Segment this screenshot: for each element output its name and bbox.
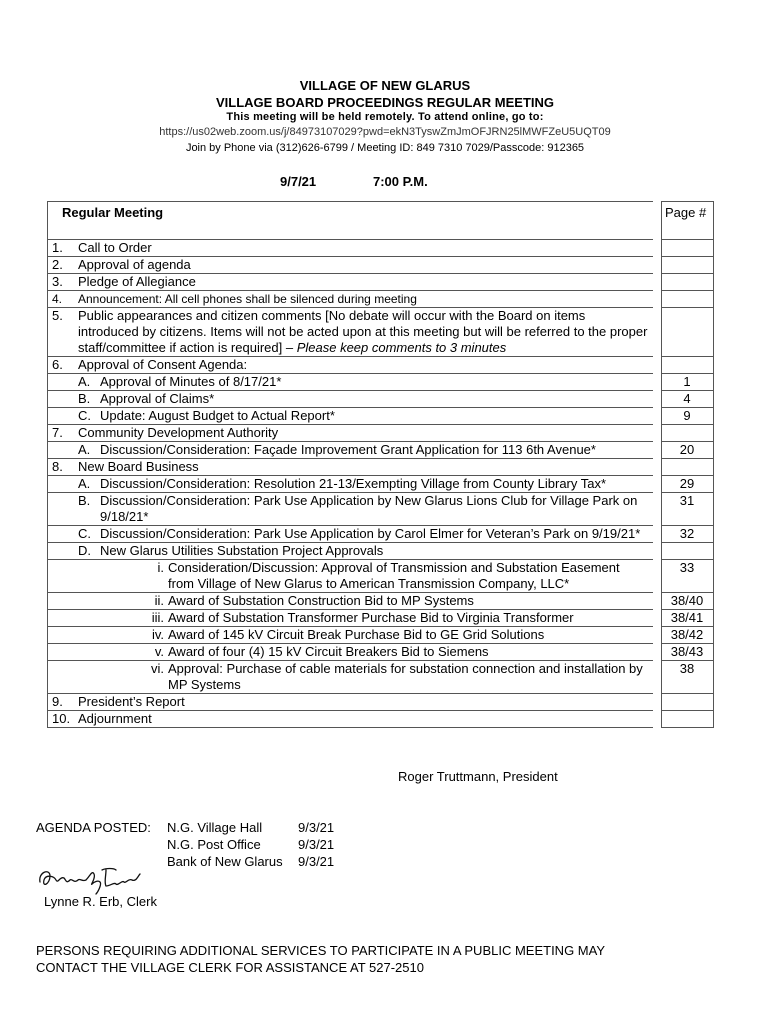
item-text: Community Development Authority	[78, 425, 279, 440]
item-number: 9.	[52, 694, 63, 709]
clerk-signature	[36, 862, 146, 896]
agenda-row	[48, 425, 714, 442]
item-page	[657, 308, 714, 357]
agenda-row	[48, 593, 714, 610]
agenda-row	[48, 711, 714, 728]
item-text: Consideration/Discussion: Approval of Transmission and Substation Easement from Village of New Glarus to American Transmission Company, LLC*	[168, 560, 620, 591]
item-page: 33	[657, 560, 714, 593]
agenda-row	[48, 291, 714, 308]
agenda-row	[48, 257, 714, 274]
item-text: President’s Report	[78, 694, 185, 709]
agenda-row	[48, 391, 714, 408]
agenda-row	[48, 308, 714, 357]
item-page	[657, 257, 714, 274]
accessibility-notice	[36, 942, 605, 976]
item-text: Approval of Claims*	[100, 391, 215, 406]
item-text: Discussion/Consideration: Resolution 21-13/Exempting Village from County Library Tax*	[100, 476, 607, 491]
page-heading: Page #	[657, 202, 714, 240]
agenda-header-row	[48, 202, 714, 240]
phone-info: Join by Phone via (312)626-6799 / Meeting ID: 849 7310 7029/Passcode: 912365	[185, 142, 585, 154]
item-letter: B.	[78, 493, 91, 508]
item-page: 38/40	[657, 593, 714, 610]
remote-note: This meeting will be held remotely. To attend online, go to:	[226, 111, 544, 123]
posted-place: N.G. Post Office	[167, 837, 261, 852]
item-page	[657, 357, 714, 374]
item-roman: i.	[157, 560, 164, 575]
item-text: Call to Order	[78, 240, 152, 255]
item-roman: ii.	[154, 593, 164, 608]
agenda-row	[48, 240, 714, 257]
agenda-row	[48, 560, 714, 593]
meeting-time: 7:00 P.M.	[373, 174, 428, 189]
item-text: Discussion/Consideration: Park Use Application by New Glarus Lions Club for Village Park on 9/18/21*	[100, 493, 638, 524]
item-number: 7.	[52, 425, 63, 440]
notice-line-1: PERSONS REQUIRING ADDITIONAL SERVICES TO PARTICIPATE IN A PUBLIC MEETING MAY	[36, 943, 605, 958]
agenda-row	[48, 493, 714, 526]
agenda-row	[48, 694, 714, 711]
item-page	[657, 240, 714, 257]
item-roman: vi.	[151, 661, 164, 676]
item-page: 1	[657, 374, 714, 391]
item-text: Award of Substation Transformer Purchase Bid to Virginia Transformer	[168, 610, 574, 625]
title-proceedings: VILLAGE BOARD PROCEEDINGS REGULAR MEETING	[215, 95, 555, 110]
item-page: 29	[657, 476, 714, 493]
item-page	[657, 425, 714, 442]
item-roman: v.	[154, 644, 164, 659]
agenda-row	[48, 644, 714, 661]
meeting-date: 9/7/21	[280, 174, 317, 189]
item-letter: A.	[78, 442, 91, 457]
agenda-row	[48, 442, 714, 459]
item-text: Approval of agenda	[78, 257, 191, 272]
item-letter: C.	[78, 526, 91, 541]
item-text: Approval of Consent Agenda:	[78, 357, 248, 372]
item-roman: iii.	[151, 610, 164, 625]
item-letter: D.	[78, 543, 91, 558]
president-signature-line: Roger Truttmann, President	[398, 769, 558, 784]
item-text: Award of four (4) 15 kV Circuit Breakers Bid to Siemens	[168, 644, 489, 659]
item-page	[657, 711, 714, 728]
item-text: Award of Substation Construction Bid to MP Systems	[168, 593, 474, 608]
item-text: Update: August Budget to Actual Report*	[100, 408, 335, 423]
item-text: Adjournment	[78, 711, 152, 726]
clerk-name: Lynne R. Erb, Clerk	[44, 894, 157, 909]
posted-date: 9/3/21	[298, 854, 335, 869]
item-page: 32	[657, 526, 714, 543]
item-text: Award of 145 kV Circuit Break Purchase Bid to GE Grid Solutions	[168, 627, 545, 642]
item-page	[657, 694, 714, 711]
item-number: 8.	[52, 459, 63, 474]
posted-date: 9/3/21	[298, 837, 335, 852]
item-text: New Board Business	[78, 459, 199, 474]
agenda-row	[48, 357, 714, 374]
agenda-row	[48, 476, 714, 493]
item-number: 10.	[52, 711, 71, 726]
item-text: New Glarus Utilities Substation Project Approvals	[100, 543, 384, 558]
item-number: 6.	[52, 357, 63, 372]
item-text: Public appearances and citizen comments [No debate will occur with the Board on items introduced by citizens. Items will not be acted upon at this meeting but will be referred to the proper staff/committee if action is required] –	[78, 308, 648, 355]
agenda-row	[48, 408, 714, 425]
posted-date: 9/3/21	[298, 820, 335, 835]
item-number: 3.	[52, 274, 63, 289]
agenda-row	[48, 543, 714, 560]
item-text: Approval: Purchase of cable materials for substation connection and installation by MP Systems	[168, 661, 643, 692]
item-number: 2.	[52, 257, 63, 272]
item-text: Approval of Minutes of 8/17/21*	[100, 374, 282, 389]
item-page: 31	[657, 493, 714, 526]
item-roman: iv.	[151, 627, 164, 642]
item-page	[657, 291, 714, 308]
item-page: 20	[657, 442, 714, 459]
item-page: 38	[657, 661, 714, 694]
item-page	[657, 459, 714, 476]
item-text: Discussion/Consideration: Façade Improvement Grant Application for 113 6th Avenue*	[100, 442, 596, 457]
agenda-row	[48, 661, 714, 694]
agenda-heading: Regular Meeting	[48, 202, 658, 240]
item-text: Pledge of Allegiance	[78, 274, 196, 289]
agenda-row	[48, 610, 714, 627]
item-letter: B.	[78, 391, 91, 406]
zoom-url: https://us02web.zoom.us/j/84973107029?pwd=ekN3TyswZmJmOFJRN25lMWFZeU5UQT09	[159, 126, 611, 138]
item-page: 38/43	[657, 644, 714, 661]
item-number: 1.	[52, 240, 63, 255]
agenda-row	[48, 627, 714, 644]
item-number: 4.	[52, 292, 63, 306]
item-page	[657, 543, 714, 560]
item-page: 4	[657, 391, 714, 408]
item-page	[657, 274, 714, 291]
item-letter: C.	[78, 408, 91, 423]
agenda-table	[47, 201, 714, 728]
item-text: Announcement: All cell phones shall be silenced during meeting	[78, 292, 417, 306]
agenda-row	[48, 274, 714, 291]
posted-place: N.G. Village Hall	[167, 820, 263, 835]
item-text-italic: Please keep comments to 3 minutes	[296, 340, 507, 355]
agenda-row	[48, 526, 714, 543]
item-text: Discussion/Consideration: Park Use Application by Carol Elmer for Veteran’s Park on 9/19/21*	[100, 526, 641, 541]
item-page: 38/41	[657, 610, 714, 627]
item-page: 9	[657, 408, 714, 425]
item-page: 38/42	[657, 627, 714, 644]
item-number: 5.	[52, 308, 63, 323]
agenda-row	[48, 374, 714, 391]
item-letter: A.	[78, 374, 91, 389]
title-village: VILLAGE OF NEW GLARUS	[299, 78, 471, 93]
item-letter: A.	[78, 476, 91, 491]
posted-label: AGENDA POSTED:	[36, 820, 151, 835]
posted-place: Bank of New Glarus	[167, 854, 283, 869]
notice-line-2: CONTACT THE VILLAGE CLERK FOR ASSISTANCE AT 527-2510	[36, 960, 424, 975]
agenda-row	[48, 459, 714, 476]
